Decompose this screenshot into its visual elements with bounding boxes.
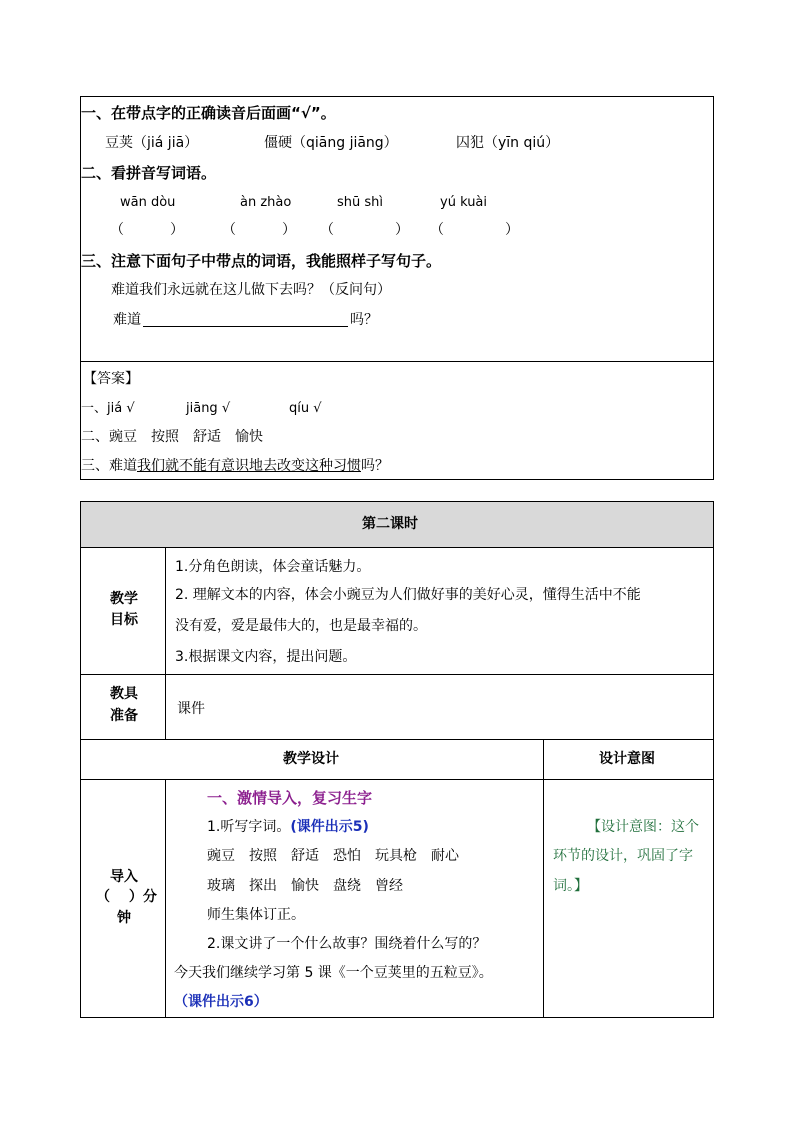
goal-line: 没有爱，爱是最伟大的，也是最幸福的。 xyxy=(175,618,427,634)
words-row: 玻璃 探出 愉快 盘绕 曾经 xyxy=(207,878,403,894)
goal-line: 3.根据课文内容，提出问题。 xyxy=(175,649,357,665)
answer-1: 一、jiá √ xyxy=(81,401,135,416)
goal-line: 2. 理解文本的内容，体会小豌豆为人们做好事的美好心灵，懂得生活中不能 xyxy=(175,587,641,603)
answer-2: 二、豌豆 按照 舒适 愉快 xyxy=(81,429,263,445)
intro-label: 钟 xyxy=(117,910,131,926)
q2-answer-bracket[interactable]: （ ） xyxy=(430,222,520,238)
intent-line: 【设计意图：这个 xyxy=(587,819,699,835)
q2-pinyin: yú kuài xyxy=(440,195,488,210)
courseware-6: （课件出示6） xyxy=(174,994,268,1010)
design-header: 教学设计 xyxy=(283,751,339,767)
exercise-answer-divider xyxy=(80,361,714,362)
words-row: 豌豆 按照 舒适 恐怕 玩具枪 耐心 xyxy=(207,848,459,864)
correction-note: 师生集体订正。 xyxy=(207,907,305,923)
q3-example: 难道我们永远就在这儿做下去吗？（反问句） xyxy=(111,282,391,298)
intent-line: 环节的设计，巩固了字 xyxy=(553,848,693,864)
q1-item: 僵硬（qiāng jiāng） xyxy=(264,135,398,151)
question-3-title: 三、注意下面句子中带点的词语，我能照样子写句子。 xyxy=(81,252,442,270)
goals-label: 教学 xyxy=(110,591,138,607)
q2-pinyin: àn zhào xyxy=(240,195,292,210)
answer-3 xyxy=(81,459,389,473)
q3-prompt-start: 难道 xyxy=(113,312,141,328)
q1-item: 豆荚（jiá jiā） xyxy=(105,135,199,151)
tools-label: 教具 xyxy=(110,686,138,702)
courseware-5: (课件出示5) xyxy=(290,819,369,835)
question-2-title: 二、看拼音写词语。 xyxy=(81,164,217,182)
step-2-line: 2.课文讲了一个什么故事？围绕着什么写的？ xyxy=(207,936,487,952)
goal-line: 1.分角色朗读，体会童话魅力。 xyxy=(175,559,371,575)
q1-item: 囚犯（yīn qiú） xyxy=(456,135,560,151)
step-1 xyxy=(207,820,369,834)
q2-answer-bracket[interactable]: （ ） xyxy=(320,222,410,238)
intro-label: （ ）分 xyxy=(96,889,157,905)
answer-1: jiāng √ xyxy=(186,401,231,416)
answer-1: qíu √ xyxy=(289,401,322,416)
q3-prompt-end: 吗？ xyxy=(350,312,378,328)
q2-pinyin: shū shì xyxy=(337,195,384,210)
step-1-text: 1.听写字词。 xyxy=(207,819,291,835)
q2-answer-bracket[interactable]: （ ） xyxy=(222,222,297,238)
tools-value: 课件 xyxy=(177,701,205,717)
answers-heading: 【答案】 xyxy=(83,371,139,387)
intent-header: 设计意图 xyxy=(599,751,655,767)
question-1-title: 一、在带点字的正确读音后面画“√”。 xyxy=(81,104,336,122)
q2-answer-bracket[interactable]: （ ） xyxy=(110,222,185,238)
session-title: 第二课时 xyxy=(362,516,418,532)
answer-3-underlined: 我们就不能有意识地去改变这种习惯 xyxy=(137,458,361,474)
goals-label: 目标 xyxy=(110,612,138,628)
step-title: 一、激情导入，复习生字 xyxy=(207,789,373,807)
q3-answer-blank[interactable] xyxy=(143,312,348,327)
tools-label: 准备 xyxy=(110,708,138,724)
answer-3-suffix: 吗？ xyxy=(361,458,389,474)
answer-3-prefix: 三、难道 xyxy=(81,458,137,474)
q2-pinyin: wān dòu xyxy=(120,195,176,210)
step-2-line: 今天我们继续学习第 5 课《一个豆荚里的五粒豆》。 xyxy=(174,965,493,981)
intro-label: 导入 xyxy=(110,869,138,885)
q3-prompt xyxy=(113,312,378,327)
intent-line: 词。】 xyxy=(553,878,588,894)
